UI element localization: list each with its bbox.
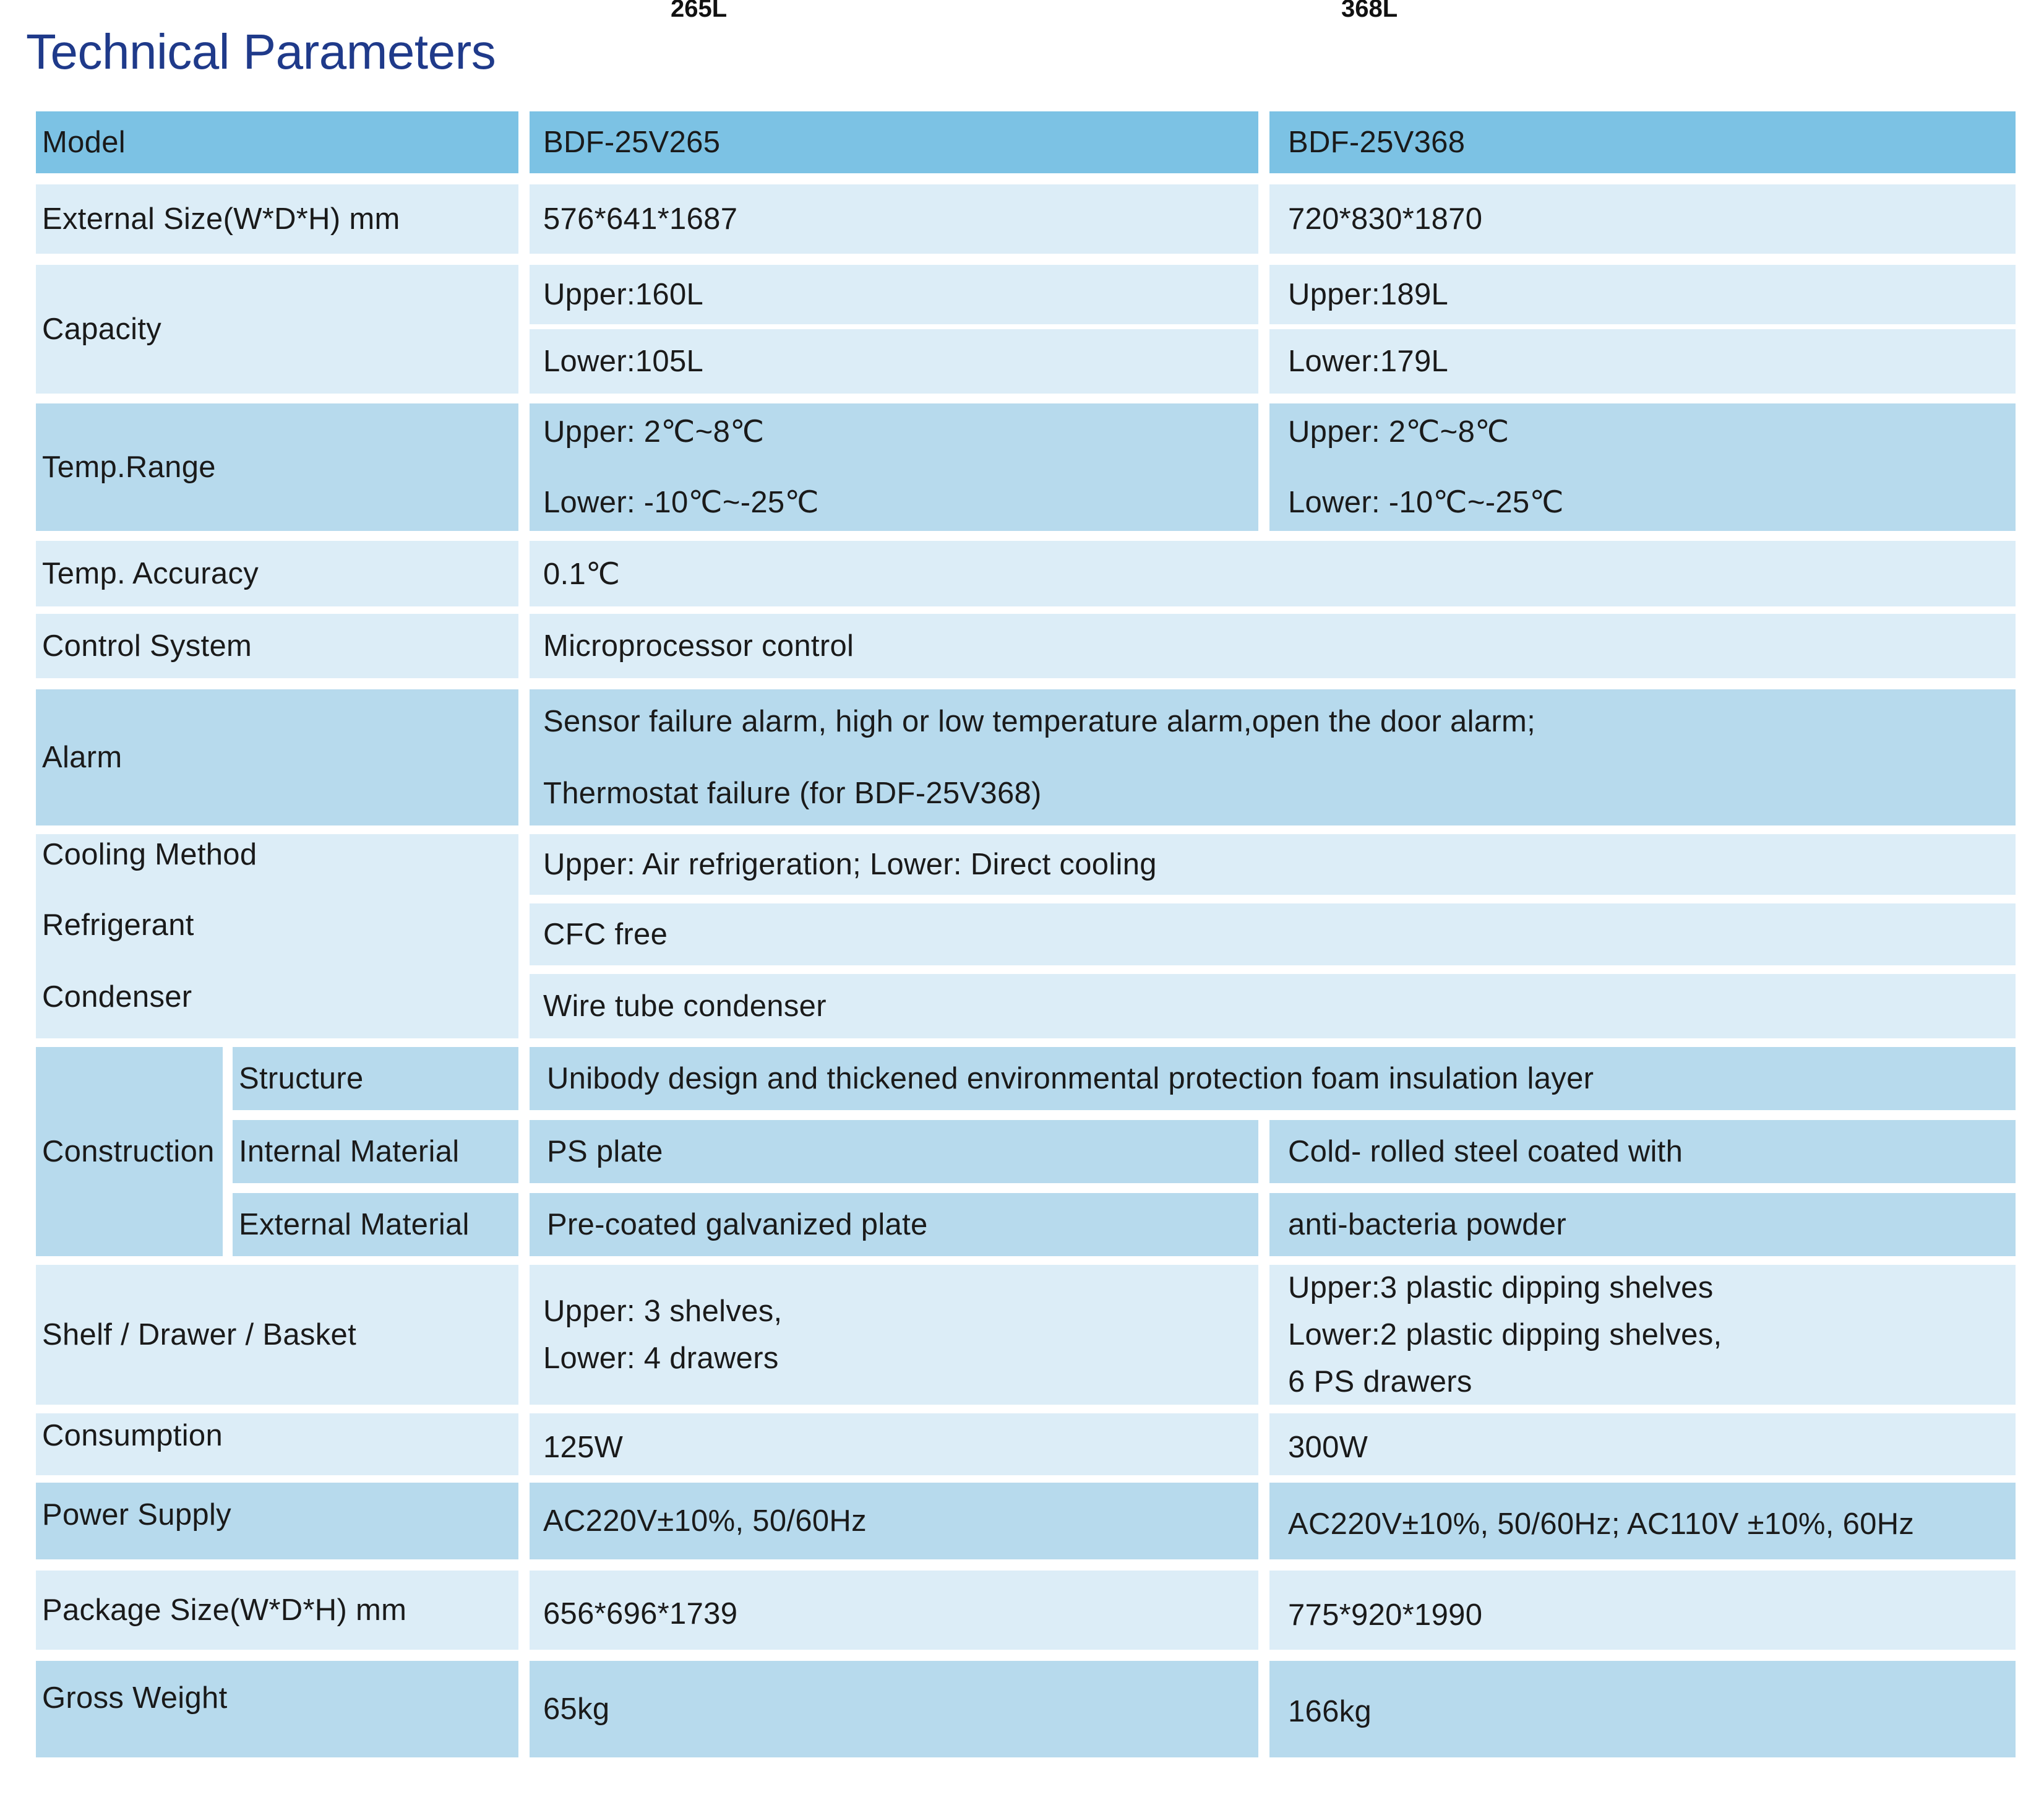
- temp-range-upper-265: Upper: 2℃~8℃: [543, 415, 765, 449]
- power-supply-265: AC220V±10%, 50/60Hz: [530, 1483, 1258, 1559]
- row-label-model: Model: [36, 111, 518, 173]
- alarm-value: [530, 689, 2016, 825]
- shelf-368-line-3: 6 PS drawers: [1288, 1365, 1472, 1398]
- condenser-value: Wire tube condenser: [530, 974, 2016, 1038]
- temp-range-lower-368: Lower: -10℃~-25℃: [1288, 486, 1564, 519]
- row-label-capacity: Capacity: [36, 265, 518, 394]
- shelf-value-265: [530, 1265, 1258, 1405]
- external-material-265: Pre-coated galvanized plate: [530, 1193, 1258, 1256]
- shelf-265-line-1: Upper: 3 shelves,: [543, 1295, 783, 1328]
- row-label-refrigerant: Refrigerant: [42, 908, 194, 942]
- shelf-368-line-2: Lower:2 plastic dipping shelves,: [1288, 1318, 1722, 1351]
- external-material-368: anti-bacteria powder: [1269, 1193, 2016, 1256]
- internal-material-368: Cold- rolled steel coated with: [1269, 1120, 2016, 1183]
- control-system-value: Microprocessor control: [530, 614, 2016, 678]
- alarm-line-1: Sensor failure alarm, high or low temperature alarm,open the door alarm;: [543, 705, 1535, 738]
- temp-range-upper-368: Upper: 2℃~8℃: [1288, 415, 1509, 449]
- column-capacity-label-368: 368L: [1341, 0, 1398, 22]
- temp-range-lower-265: Lower: -10℃~-25℃: [543, 486, 819, 519]
- consumption-265: 125W: [530, 1413, 1258, 1475]
- row-label-consumption: Consumption: [36, 1413, 518, 1475]
- shelf-value-368: [1269, 1265, 2016, 1405]
- alarm-line-2: Thermostat failure (for BDF-25V368): [543, 777, 1042, 810]
- external-size-265: 576*641*1687: [530, 184, 1258, 254]
- column-capacity-label-265: 265L: [671, 0, 728, 22]
- construction-external-label: External Material: [233, 1193, 518, 1256]
- construction-structure-label: Structure: [233, 1047, 518, 1110]
- external-size-368: 720*830*1870: [1269, 184, 2016, 254]
- consumption-368: 300W: [1269, 1413, 2016, 1475]
- gross-weight-368: 166kg: [1269, 1661, 2016, 1757]
- row-label-cooling-method: Cooling Method: [42, 838, 257, 871]
- package-size-265: 656*696*1739: [530, 1571, 1258, 1650]
- row-label-construction: Construction: [36, 1047, 223, 1256]
- row-label-temp-accuracy: Temp. Accuracy: [36, 541, 518, 606]
- row-label-condenser: Condenser: [42, 980, 192, 1014]
- row-label-shelf: Shelf / Drawer / Basket: [36, 1265, 518, 1405]
- capacity-upper-368: Upper:189L: [1269, 265, 2016, 324]
- row-label-control-system: Control System: [36, 614, 518, 678]
- temp-range-368: [1269, 403, 2016, 531]
- temp-range-265: [530, 403, 1258, 531]
- model-value-265: BDF-25V265: [530, 111, 1258, 173]
- capacity-lower-265: Lower:105L: [530, 329, 1258, 394]
- cooling-method-value: Upper: Air refrigeration; Lower: Direct cooling: [530, 834, 2016, 895]
- row-label-gross-weight: Gross Weight: [36, 1661, 518, 1757]
- row-label-alarm: Alarm: [36, 689, 518, 825]
- shelf-265-line-2: Lower: 4 drawers: [543, 1342, 779, 1375]
- construction-internal-label: Internal Material: [233, 1120, 518, 1183]
- gross-weight-265: 65kg: [530, 1661, 1258, 1757]
- temp-accuracy-value: 0.1℃: [530, 541, 2016, 606]
- page-title: Technical Parameters: [26, 24, 496, 79]
- package-size-368: 775*920*1990: [1269, 1571, 2016, 1650]
- row-label-package-size: Package Size(W*D*H) mm: [36, 1571, 518, 1650]
- capacity-lower-368: Lower:179L: [1269, 329, 2016, 394]
- power-supply-368: AC220V±10%, 50/60Hz; AC110V ±10%, 60Hz: [1269, 1483, 2016, 1559]
- refrigerant-value: CFC free: [530, 903, 2016, 965]
- internal-material-265: PS plate: [530, 1120, 1258, 1183]
- row-label-power-supply: Power Supply: [36, 1483, 518, 1559]
- row-label-external-size: External Size(W*D*H) mm: [36, 184, 518, 254]
- model-value-368: BDF-25V368: [1269, 111, 2016, 173]
- construction-structure-value: Unibody design and thickened environmental protection foam insulation layer: [530, 1047, 2016, 1110]
- capacity-upper-265: Upper:160L: [530, 265, 1258, 324]
- row-label-temp-range: Temp.Range: [36, 403, 518, 531]
- shelf-368-line-1: Upper:3 plastic dipping shelves: [1288, 1271, 1714, 1304]
